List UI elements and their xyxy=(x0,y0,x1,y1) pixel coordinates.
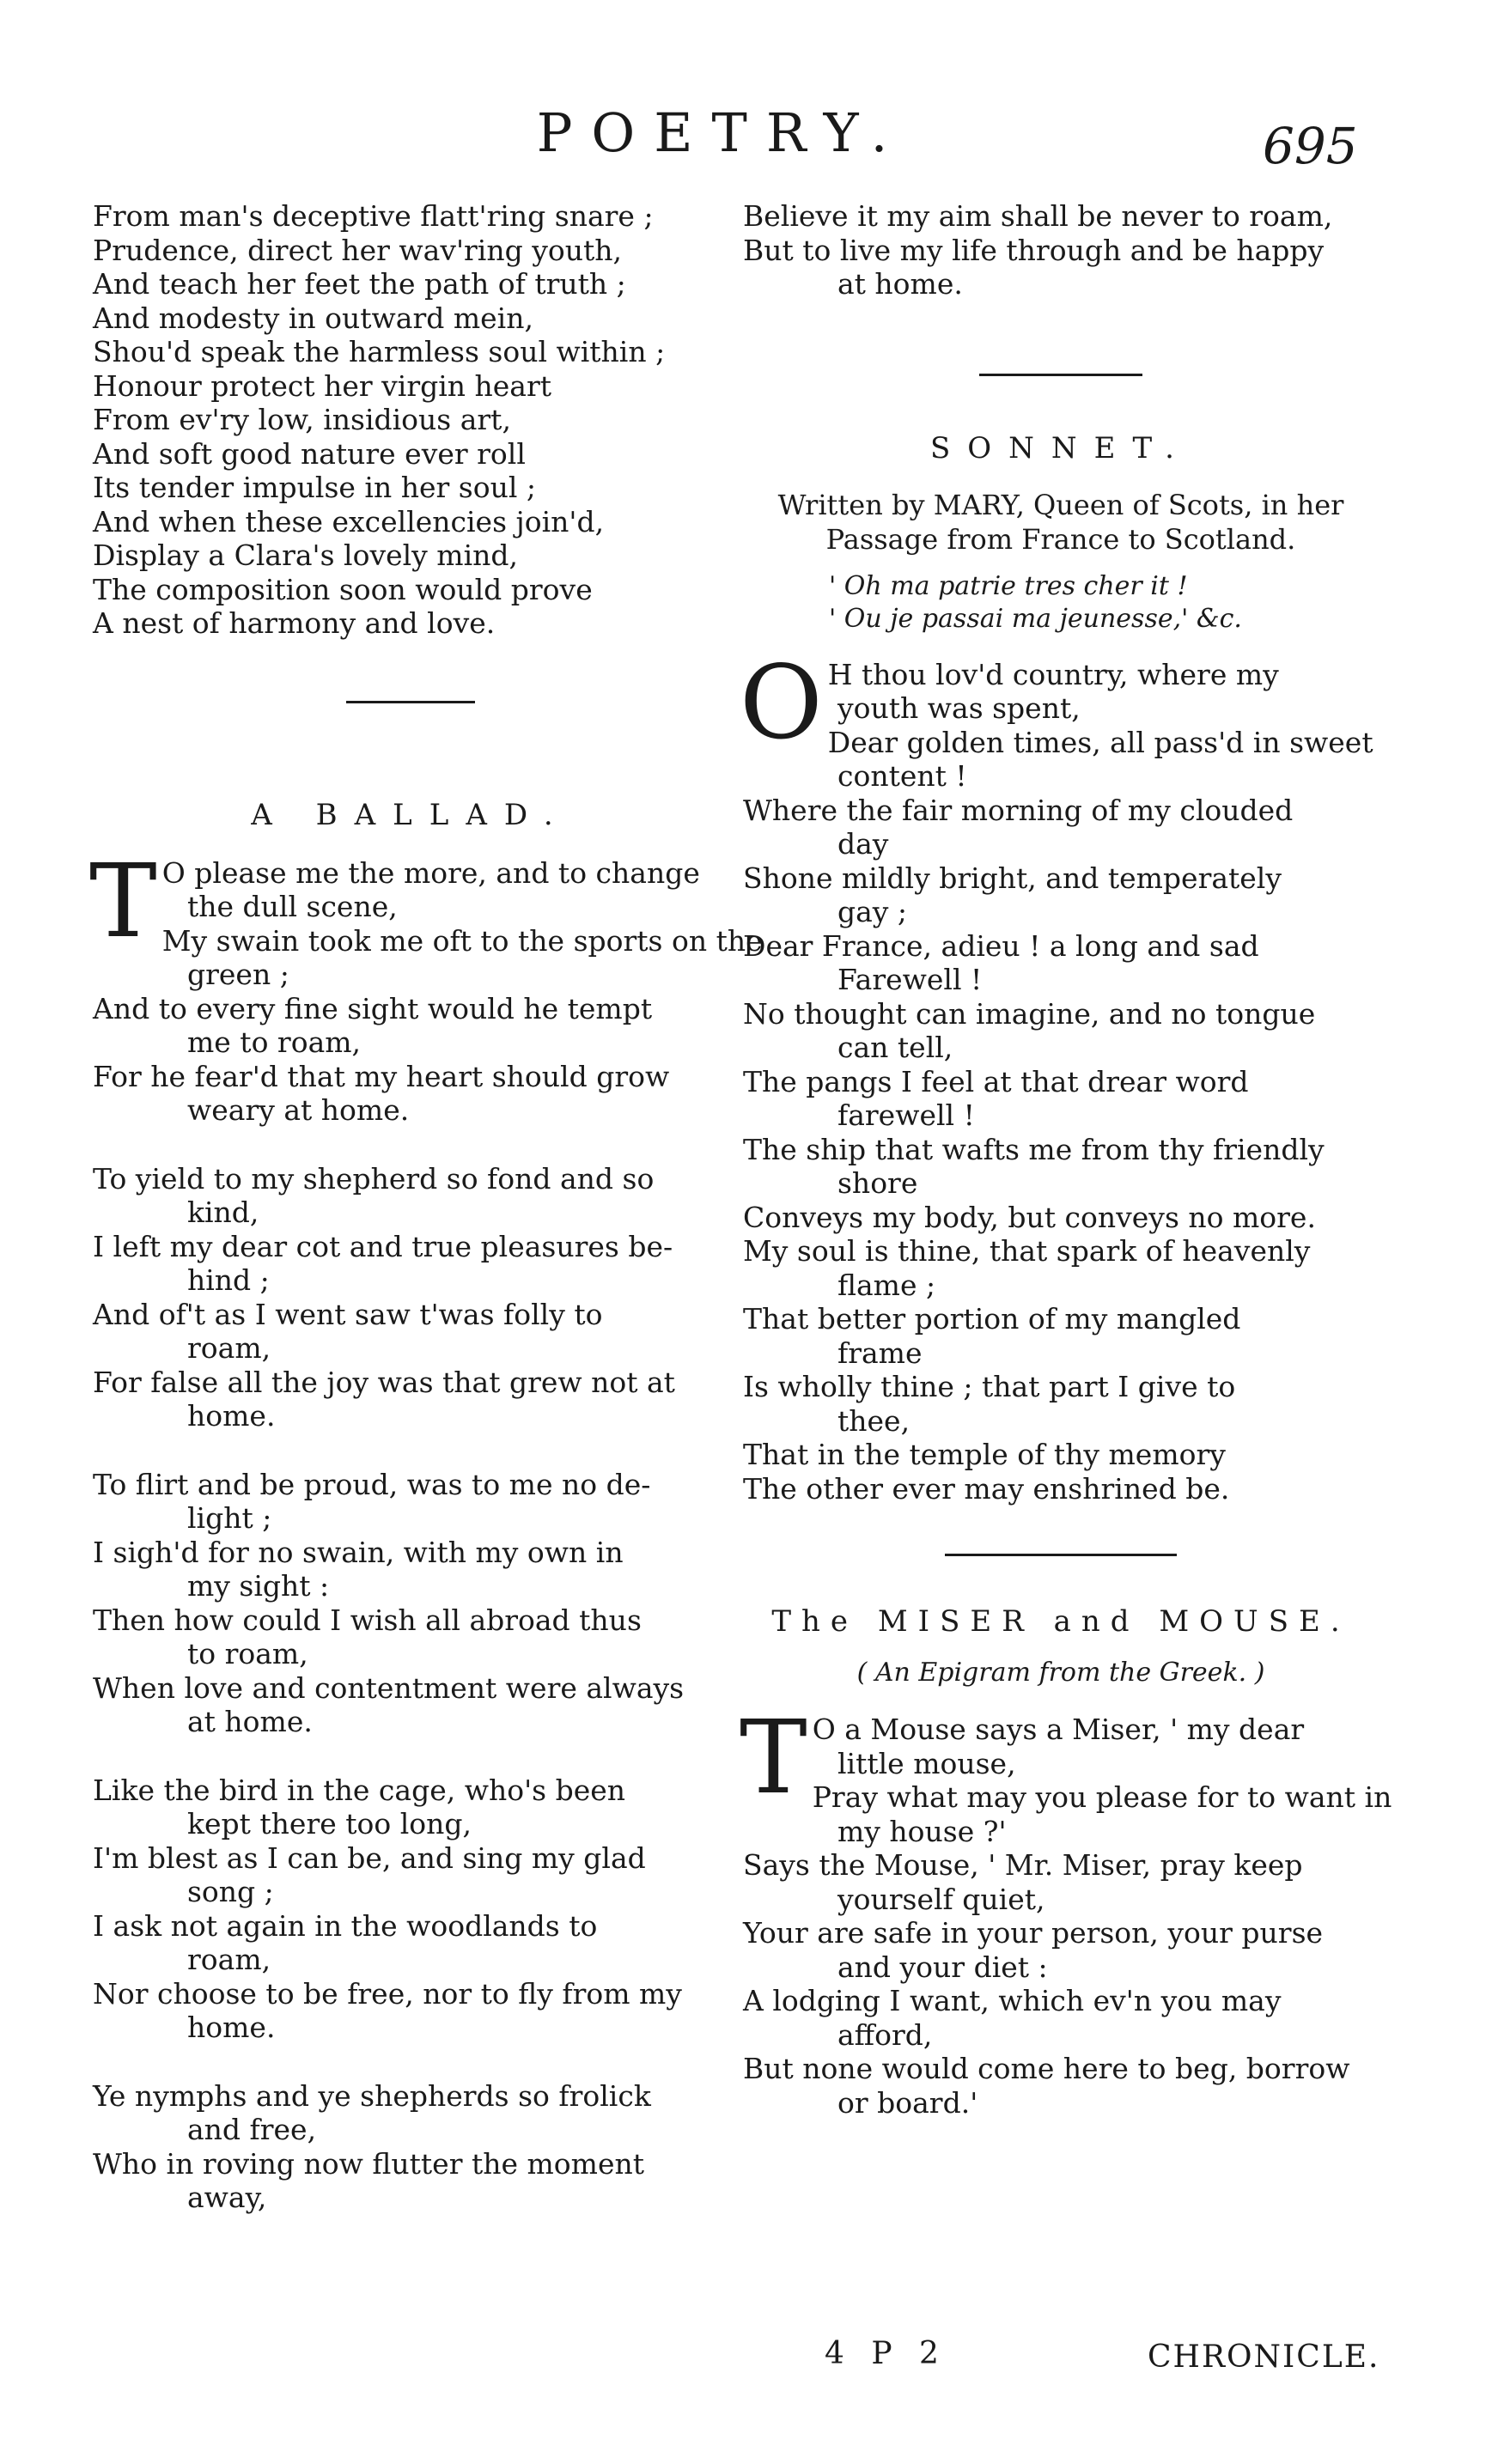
verse-line: hind ; xyxy=(187,1263,270,1297)
verse-line: O please me the more, and to change xyxy=(161,855,700,890)
verse-line: Who in roving now flutter the moment xyxy=(93,2146,645,2181)
verse-line: and free, xyxy=(187,2113,317,2146)
verse-line: For he fear'd that my heart should grow xyxy=(93,1059,670,1093)
drop-cap: T xyxy=(740,1698,807,1816)
ballad-ending xyxy=(743,199,1379,301)
verse-line: little mouse, xyxy=(837,1746,1016,1780)
verse-line: my house ?' xyxy=(837,1814,1007,1848)
verse-line: day xyxy=(837,827,889,861)
stanza-gap xyxy=(93,1433,728,1468)
verse-line: That better portion of my mangled xyxy=(743,1302,1241,1335)
verse-line: A nest of harmony and love. xyxy=(93,606,496,640)
verse-line: home. xyxy=(187,1399,276,1433)
verse-line: But none would come here to beg, borrow xyxy=(743,2052,1350,2085)
right-column xyxy=(740,199,1392,2120)
verse-line: shore xyxy=(837,1166,918,1200)
verse-line: I ask not again in the woodlands to xyxy=(93,1908,598,1943)
page-footer xyxy=(0,2336,1486,2379)
verse-line: And modesty in outward mein, xyxy=(93,301,533,335)
page-header xyxy=(0,101,1486,179)
verse-line: song ; xyxy=(187,1875,274,1908)
verse-line: My swain took me oft to the sports on the xyxy=(161,923,763,958)
verse-line: green ; xyxy=(187,958,289,991)
verse-line: Farewell ! xyxy=(837,963,983,996)
verse-line: my sight : xyxy=(187,1569,330,1603)
verse-line: My soul is thine, that spark of heavenly xyxy=(743,1234,1311,1268)
verse-line: A lodging I want, which ev'n you may xyxy=(743,1984,1282,2017)
ballad-stanza xyxy=(89,841,763,1128)
verse-line: Display a Clara's lovely mind, xyxy=(93,538,519,572)
ballad-stanza xyxy=(93,1468,728,1739)
verse-line: home. xyxy=(187,2011,276,2044)
verse-line: I left my dear cot and true pleasures be- xyxy=(93,1229,673,1263)
verse-line: Shou'd speak the harmless soul within ; xyxy=(93,335,666,368)
catchword: CHRONICLE. xyxy=(1148,2339,1380,2375)
verse-line: Conveys my body, but conveys no more. xyxy=(743,1200,1316,1234)
verse-line: No thought can imagine, and no tongue xyxy=(743,996,1316,1031)
verse-line: Shone mildly bright, and temperately xyxy=(743,861,1282,895)
sonnet-title: SONNET. xyxy=(930,430,1191,465)
stanza-gap xyxy=(93,1739,728,1773)
verse-line: To flirt and be proud, was to me no de- xyxy=(93,1467,651,1501)
poem-continuation xyxy=(93,199,728,641)
verse-line: And soft good nature ever roll xyxy=(93,436,526,471)
sonnet-epigraph-line2: ' Ou je passai ma jeunesse,' &c. xyxy=(829,603,1242,634)
verse-line: The pangs I feel at that drear word xyxy=(743,1064,1249,1098)
verse-line: flame ; xyxy=(837,1268,936,1302)
page-number: 695 xyxy=(1263,117,1358,175)
left-column xyxy=(89,199,763,2215)
stanza-gap xyxy=(93,2045,728,2079)
verse-line: at home. xyxy=(187,1705,313,1738)
verse-line: or board.' xyxy=(837,2085,978,2120)
verse-line: Honour protect her virgin heart xyxy=(93,368,552,403)
verse-line: kept there too long, xyxy=(187,1807,472,1840)
verse-line: Like the bird in the cage, who's been xyxy=(93,1773,626,1807)
ballad-title: A BALLAD. xyxy=(251,797,570,832)
verse-line: I sigh'd for no swain, with my own in xyxy=(93,1535,624,1569)
verse-line: Where the fair morning of my clouded xyxy=(743,793,1294,827)
verse-line: Ye nymphs and ye shepherds so frolick xyxy=(93,2078,651,2113)
verse-line: thee, xyxy=(837,1403,910,1438)
verse-line: H thou lov'd country, where my xyxy=(827,657,1279,691)
verse-line: To yield to my shepherd so fond and so xyxy=(93,1161,655,1195)
verse-line: and your diet : xyxy=(837,1950,1048,1984)
verse-line: That in the temple of thy memory xyxy=(743,1438,1226,1471)
miser-poem xyxy=(740,1698,1392,2120)
verse-line: youth was spent, xyxy=(837,691,1081,725)
drop-cap: O xyxy=(740,642,823,762)
verse-line: can tell, xyxy=(837,1031,953,1064)
verse-line: But to live my life through and be happy xyxy=(743,233,1325,267)
sonnet-subtitle-line2: Passage from France to Scotland. xyxy=(825,522,1296,556)
verse-line: roam, xyxy=(187,1331,271,1365)
verse-line: And when these excellencies join'd, xyxy=(93,504,605,538)
verse-line: Its tender impulse in her soul ; xyxy=(93,471,536,504)
ballad-stanza xyxy=(93,1162,728,1433)
verse-line: And of't as I went saw t'was folly to xyxy=(93,1297,603,1331)
verse-line: O a Mouse says a Miser, ' my dear xyxy=(812,1713,1305,1746)
verse-line: light ; xyxy=(187,1501,272,1535)
verse-line: Says the Mouse, ' Mr. Miser, pray keep xyxy=(743,1848,1303,1882)
verse-line: yourself quiet, xyxy=(837,1882,1045,1916)
verse-line: Is wholly thine ; that part I give to xyxy=(743,1370,1236,1403)
verse-line: And to every fine sight would he tempt xyxy=(93,991,653,1025)
verse-line: For false all the joy was that grew not at xyxy=(93,1365,675,1399)
verse-line: Nor choose to be free, nor to fly from my xyxy=(93,1976,682,2011)
verse-line: The other ever may enshrined be. xyxy=(743,1471,1230,1506)
verse-line: I'm blest as I can be, and sing my glad xyxy=(93,1840,646,1875)
sonnet-subtitle-line1: Written by MARY, Queen of Scots, in her xyxy=(777,488,1344,521)
verse-line: Believe it my aim shall be never to roam, xyxy=(743,199,1333,233)
sonnet-epigraph-line1: ' Oh ma patrie tres cher it ! xyxy=(829,570,1188,601)
verse-line: the dull scene, xyxy=(187,890,398,923)
verse-line: From ev'ry low, insidious art, xyxy=(93,403,511,436)
verse-line: content ! xyxy=(837,759,967,793)
verse-line: Your are safe in your person, your purse xyxy=(743,1916,1324,1950)
verse-line: And teach her feet the path of truth ; xyxy=(93,267,626,301)
drop-cap: T xyxy=(89,841,157,960)
verse-line: away, xyxy=(187,2181,267,2214)
verse-line: kind, xyxy=(187,1195,259,1229)
verse-line: me to roam, xyxy=(187,1025,362,1059)
ballad-stanza xyxy=(93,1773,728,2045)
verse-line: Pray what may you please for to want in xyxy=(812,1780,1392,1814)
verse-line: From man's deceptive flatt'ring snare ; xyxy=(93,199,654,233)
verse-line: weary at home. xyxy=(187,1093,410,1127)
sonnet-poem xyxy=(740,642,1379,1506)
verse-line: When love and contentment were always xyxy=(93,1670,685,1705)
signature-mark: 4 P 2 xyxy=(825,2336,947,2371)
verse-line: Then how could I wish all abroad thus xyxy=(93,1603,642,1637)
miser-title: The MISER and MOUSE. xyxy=(771,1604,1350,1639)
ballad-poem xyxy=(89,841,763,2215)
verse-line: afford, xyxy=(837,2017,933,2052)
verse-line: Dear France, adieu ! a long and sad xyxy=(743,928,1259,963)
verse-line: roam, xyxy=(187,1943,271,1976)
ballad-stanza xyxy=(93,2079,728,2215)
stanza-gap xyxy=(93,1128,728,1162)
verse-line: to roam, xyxy=(187,1637,308,1670)
verse-line: The ship that wafts me from thy friendly xyxy=(743,1132,1325,1166)
page-title: POETRY. xyxy=(536,101,907,164)
verse-line: Prudence, direct her wav'ring youth, xyxy=(93,233,622,267)
verse-line: The composition soon would prove xyxy=(93,572,593,606)
verse-line: farewell ! xyxy=(837,1098,975,1132)
verse-line: frame xyxy=(837,1335,923,1370)
miser-subtitle: ( An Epigram from the Greek. ) xyxy=(856,1658,1265,1688)
verse-line: gay ; xyxy=(837,895,908,928)
verse-line: Dear golden times, all pass'd in sweet xyxy=(827,725,1373,759)
verse-line: at home. xyxy=(837,267,963,301)
